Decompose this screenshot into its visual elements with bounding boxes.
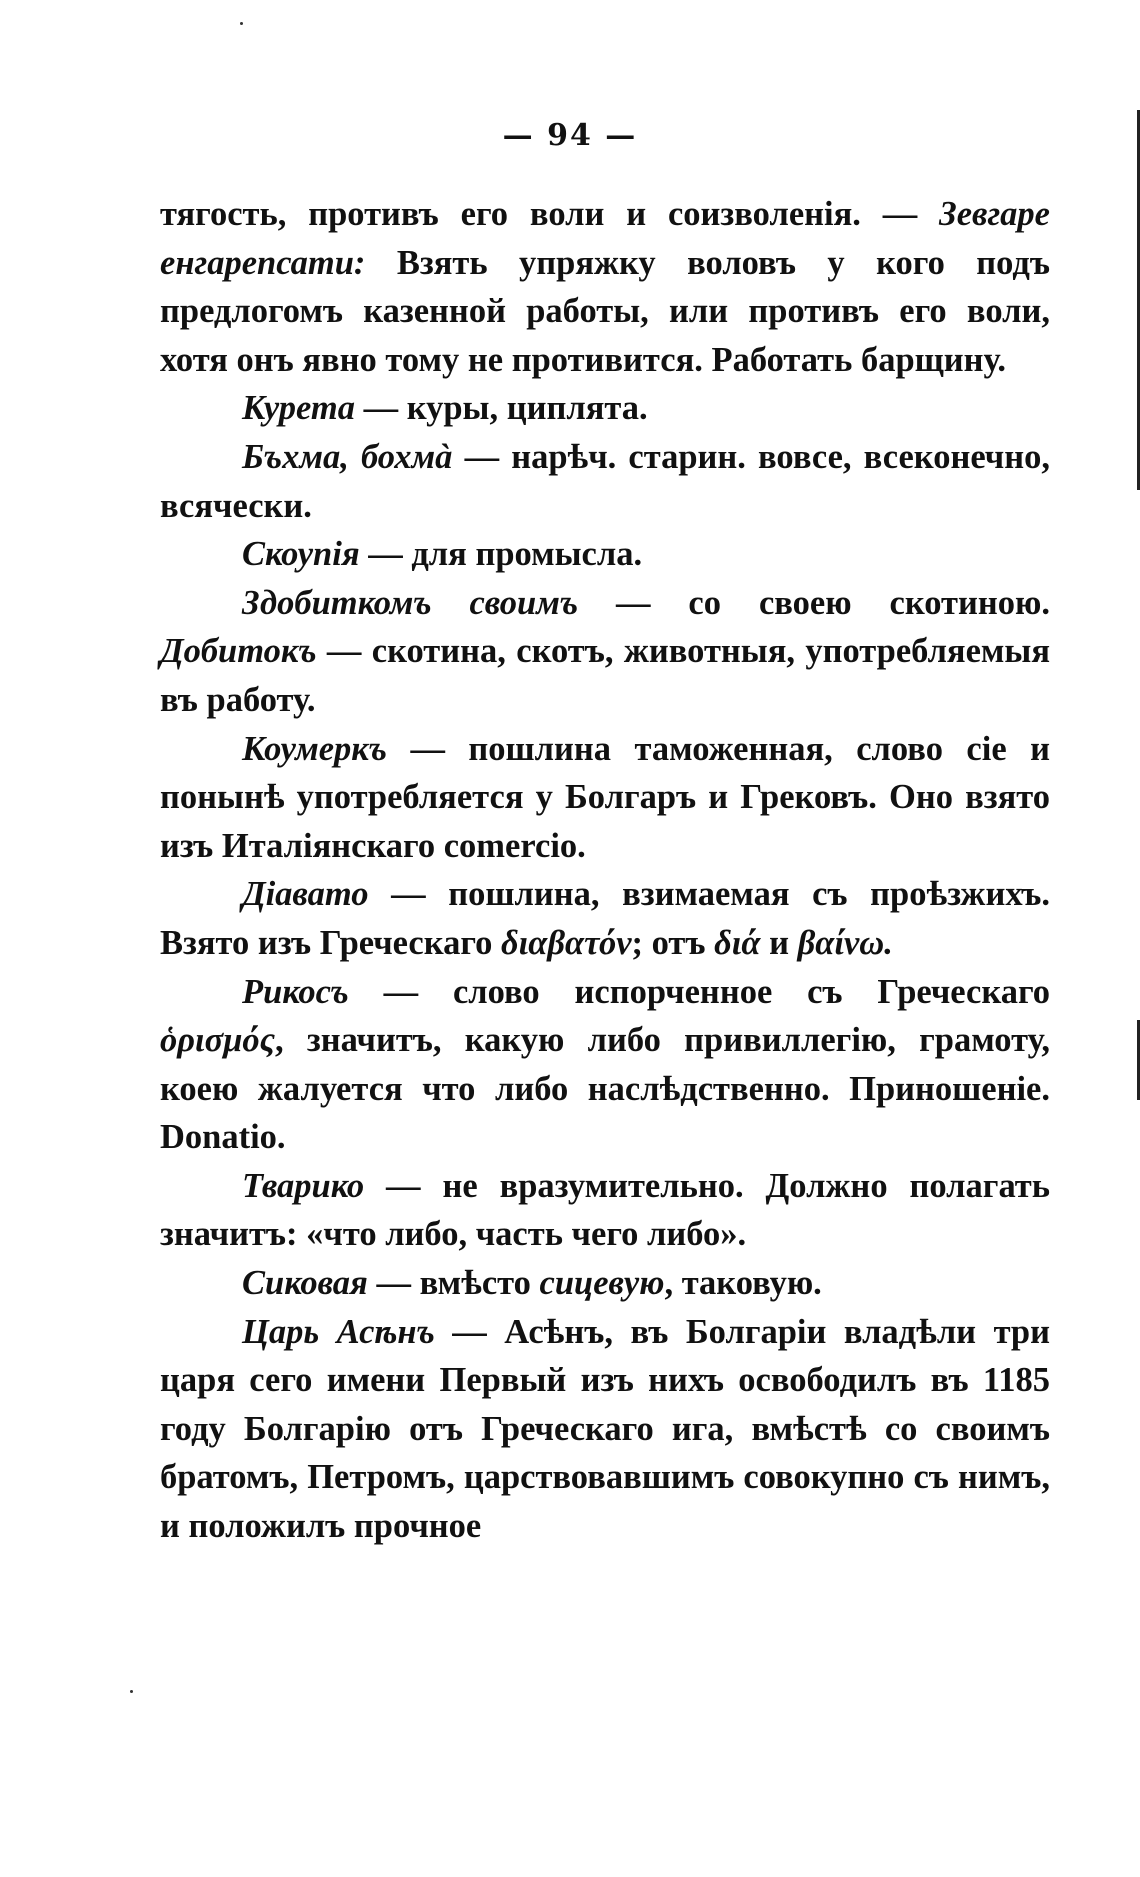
body-text — [160, 190, 1050, 1551]
text-run: и — [760, 923, 798, 962]
text-run: ; отъ — [631, 923, 715, 962]
text-run: — куры, циплята. — [354, 389, 648, 428]
text-run: — со своею скотиною. — [578, 583, 1050, 622]
paragraph — [160, 725, 1050, 871]
text-run: — пошлина таможенная, слово сіе и понынѣ употребляется у Болгаръ и Грековъ. Оно взято изъ Италіянскаго comercio. — [160, 729, 1050, 865]
term: Добитокъ — [160, 632, 317, 671]
paragraph — [160, 968, 1050, 1162]
greek-word: διαβατόν — [501, 923, 632, 962]
text-run: — не вразумительно. Должно полагать значитъ: «что либо, часть чего либо». — [160, 1166, 1050, 1254]
term: Скоупія — [242, 535, 360, 574]
term: Курета — [242, 389, 355, 428]
text-run: Взять упряжку воловъ у кого подъ предлогомъ казенной работы, или противъ его воли, хотя онъ явно тому не противится. Работать барщину. — [160, 243, 1050, 379]
page-number: — 94 — — [502, 118, 638, 153]
paragraph — [160, 870, 1050, 967]
term: Тварико — [242, 1166, 365, 1205]
greek-word: βαίνω. — [797, 923, 893, 962]
term: сицевую — [539, 1264, 665, 1303]
text-run: , значитъ, какую либо привиллегію, грамоту, коею жалуется что либо наслѣдственно. Приношеніе. Donatio. — [160, 1021, 1050, 1157]
text-run: — пошлина, взимаемая съ проѣзжихъ. Взято изъ Греческаго — [160, 875, 1050, 962]
scan-speck — [240, 22, 243, 25]
paragraph — [160, 384, 1050, 433]
paragraph — [160, 433, 1050, 530]
paragraph — [160, 1259, 1050, 1308]
paragraph — [160, 1308, 1050, 1551]
text-run: тягость, противъ его воли и соизволенія. — — [160, 195, 940, 233]
term: Царь Асѣнъ — [242, 1312, 435, 1351]
greek-word: διά — [714, 923, 761, 962]
text-run: — вмѣсто — [367, 1264, 540, 1303]
term: Зевгаре енгарепсати: — [160, 195, 1050, 282]
term: Коумеркъ — [242, 729, 387, 768]
paragraph — [160, 1162, 1050, 1259]
term: Рикосъ — [242, 972, 349, 1011]
text-run: — для промысла. — [359, 535, 643, 574]
text-run: , таковую. — [664, 1264, 822, 1303]
text-run: — Асѣнъ, въ Болгаріи владѣли три царя сего имени Первый изъ нихъ освободилъ въ 1185 году Болгарію отъ Греческаго ига, вмѣстѣ со своимъ братомъ, Петромъ, царствовавшимъ совокупно съ нимъ, и положилъ прочное — [160, 1312, 1050, 1546]
term: Здобиткомъ своимъ — [242, 583, 579, 622]
term: Сиковая — [242, 1264, 368, 1303]
paragraph — [160, 530, 1050, 579]
text-run: — скотина, скотъ, животныя, употребляемыя въ работу. — [160, 632, 1050, 719]
scan-speck — [130, 1690, 133, 1693]
paragraph — [160, 579, 1050, 725]
text-run: — слово испорченное съ Греческаго — [348, 972, 1050, 1011]
paragraph — [160, 190, 1050, 384]
greek-word: ὁρισμός — [160, 1021, 276, 1060]
text-run: — нарѣч. старин. вовсе, всеконечно, всячески. — [160, 437, 1050, 525]
term: Бъхма, бохмà — [242, 437, 453, 476]
term: Діавато — [242, 875, 369, 914]
